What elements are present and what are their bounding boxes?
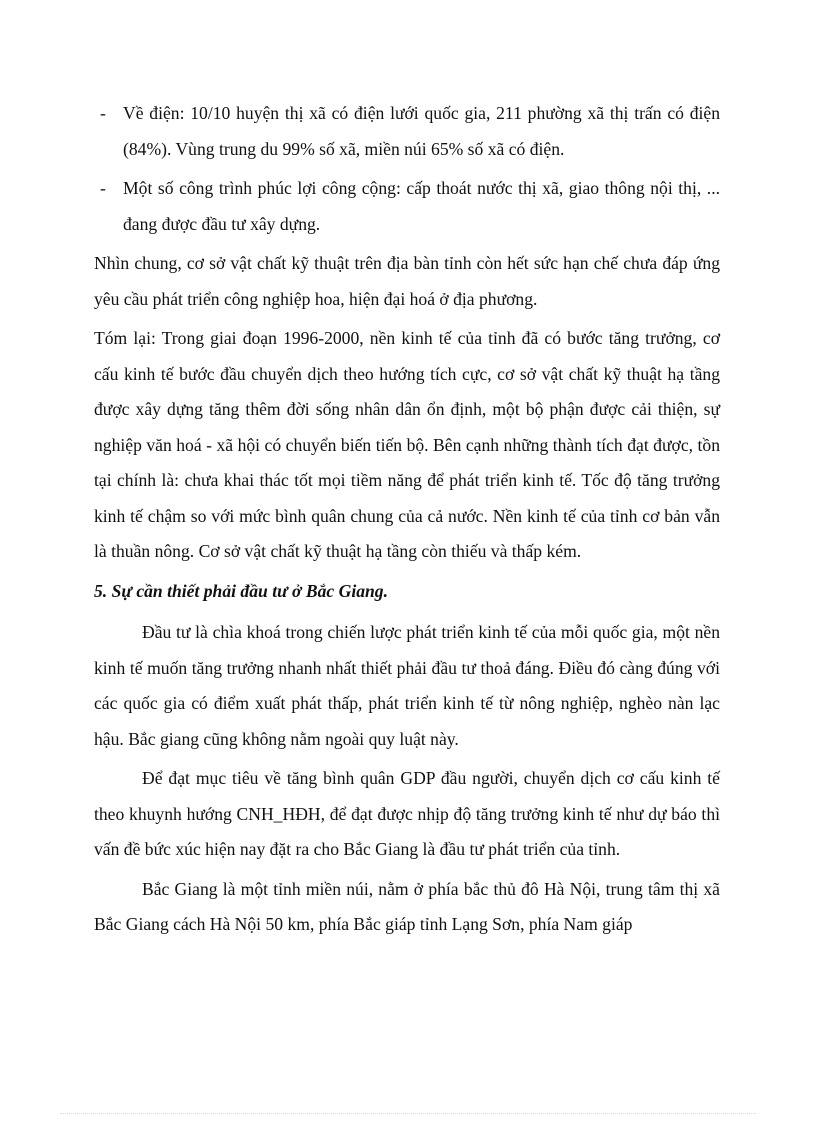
page-footer-rule bbox=[60, 1113, 756, 1114]
section-heading: 5. Sự cần thiết phải đầu tư ở Bắc Giang. bbox=[94, 580, 388, 601]
paragraph-infrastructure-summary: Nhìn chung, cơ sở vật chất kỹ thuật trên địa bàn tỉnh còn hết sức hạn chế chưa đáp ứng yêu cầu phát triển công nghiệp hoa, hiện đại hoá ở địa phương. bbox=[94, 253, 720, 309]
paragraph-gdp-goal: Để đạt mục tiêu về tăng bình quân GDP đầu người, chuyển dịch cơ cấu kinh tế theo khuynh hướng CNH_HĐH, để đạt được nhịp độ tăng trưởng kinh tế như dự báo thì vấn đề bức xúc hiện nay đặt ra cho Bắc Giang là đầu tư phát triển của tỉnh. bbox=[94, 768, 720, 859]
paragraph-investment-key: Đầu tư là chìa khoá trong chiến lược phát triển kinh tế của mỗi quốc gia, một nền kinh tế muốn tăng trưởng nhanh nhất thiết phải đầu tư thoả đáng. Điều đó càng đúng với các quốc gia có điểm xuất phát thấp, phát triển kinh tế từ nông nghiệp, nghèo nàn lạc hậu. Bắc giang cũng không nằm ngoài quy luật này. bbox=[94, 622, 720, 749]
paragraph-conclusion: Tóm lại: Trong giai đoạn 1996-2000, nền kinh tế của tỉnh đã có bước tăng trưởng, cơ cấu kinh tế bước đầu chuyển dịch theo hướng tích cực, cơ sở vật chất kỹ thuật hạ tầng được xây dựng tăng thêm đời sống nhân dân ổn định, một bộ phận được cải thiện, sự nghiệp văn hoá - xã hội có chuyển biến tiến bộ. Bên cạnh những thành tích đạt được, tồn tại chính là: chưa khai thác tốt mọi tiềm năng để phát triển kinh tế. Tốc độ tăng trưởng kinh tế chậm so với mức bình quân chung của cả nước. Nền kinh tế của tỉnh cơ bản vẫn là thuần nông. Cơ sở vật chất kỹ thuật hạ tầng còn thiếu và thấp kém. bbox=[94, 328, 720, 561]
bullet-public-works bbox=[94, 171, 720, 242]
bullet-dash: - bbox=[100, 103, 106, 123]
bullet-electricity bbox=[94, 96, 720, 167]
bullet-dash: - bbox=[100, 178, 106, 198]
bullet-text-public-works: Một số công trình phúc lợi công cộng: cấp thoát nước thị xã, giao thông nội thị, ... đang được đầu tư xây dựng. bbox=[123, 178, 720, 234]
paragraph-geography: Bắc Giang là một tỉnh miền núi, nằm ở phía bắc thủ đô Hà Nội, trung tâm thị xã Bắc Giang cách Hà Nội 50 km, phía Bắc giáp tỉnh Lạng Sơn, phía Nam giáp bbox=[94, 878, 720, 934]
document-page bbox=[94, 96, 720, 947]
bullet-text-electricity: Về điện: 10/10 huyện thị xã có điện lưới quốc gia, 211 phường xã thị trấn có điện (84%). Vùng trung du 99% số xã, miền núi 65% số xã có điện. bbox=[123, 103, 720, 159]
